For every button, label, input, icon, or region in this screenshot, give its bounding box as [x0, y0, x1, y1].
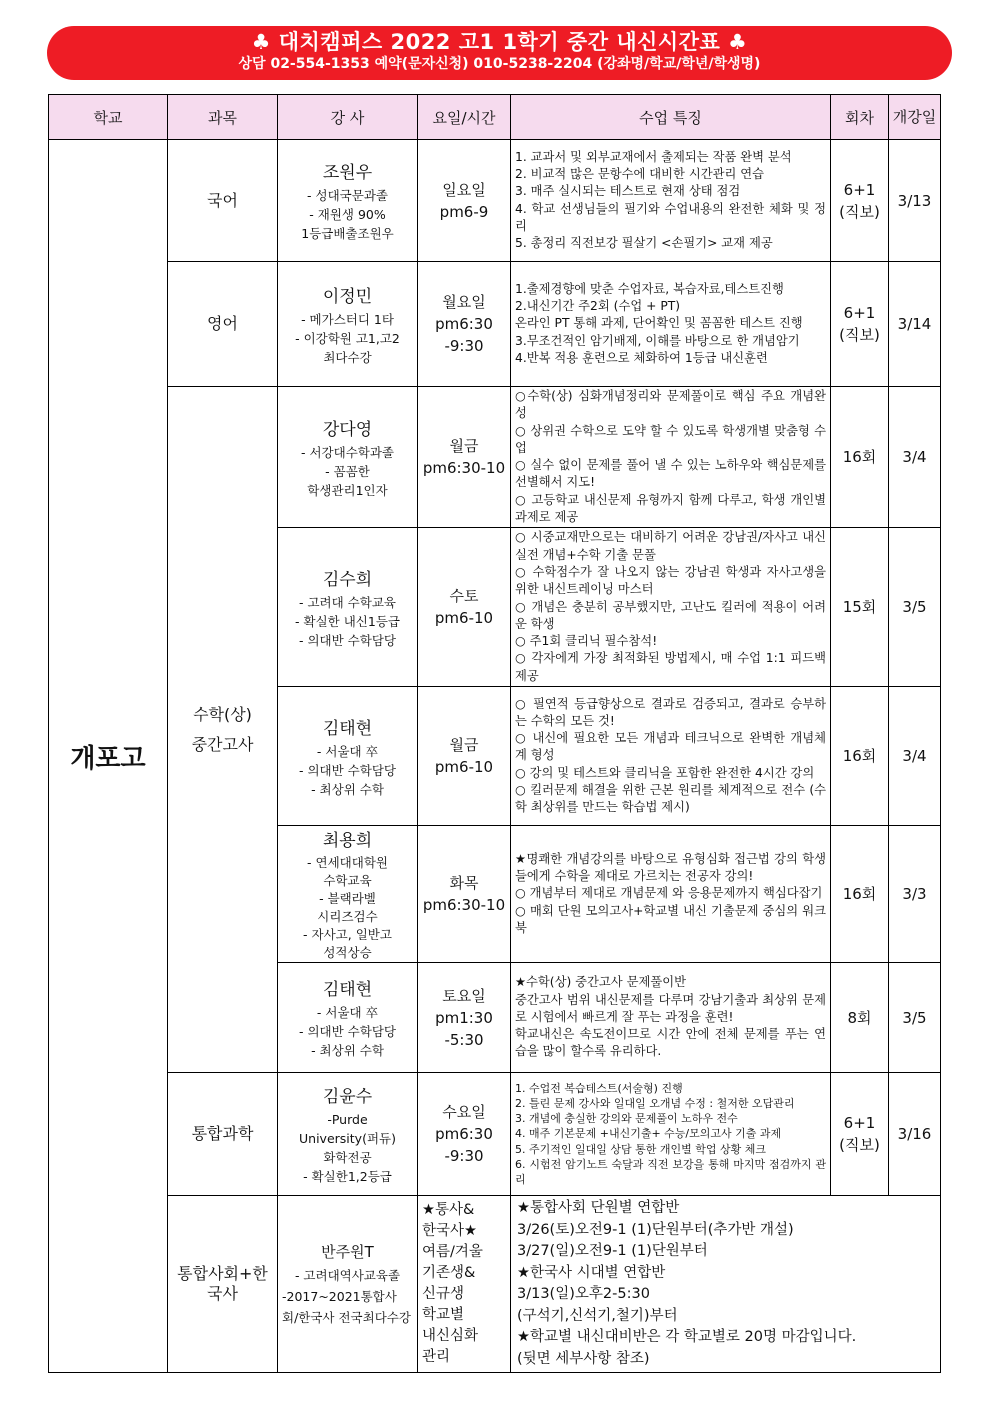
teacher-credential: 시리즈검수 [317, 909, 378, 925]
sessions-line: 6+1 [843, 304, 876, 322]
teacher-cell [278, 1073, 418, 1196]
feature-line: ○ 킬러문제 해결을 위한 근본 원리를 체계적으로 전수 (수학 최상위를 만드는 학습법 제시) [515, 782, 826, 815]
time-line: 월금 [449, 437, 479, 456]
time-line: pm6-9 [439, 202, 489, 221]
sessions-cell [831, 1073, 889, 1196]
teacher-cell [278, 826, 418, 963]
feature-line: ○ 필연적 등급향상으로 결과로 검증되고, 결과로 승부하는 수학의 모든 것! [515, 696, 826, 728]
time-line: -5:30 [444, 1030, 484, 1049]
start-date: 3/14 [889, 262, 941, 387]
time-cell [418, 262, 511, 387]
feature-line: ○ 각자에게 가장 최적화된 방법제시, 매 수업 1:1 피드백 제공 [515, 651, 826, 683]
table-row [49, 140, 941, 262]
feature-line: ○ 상위권 수학으로 도약 할 수 있도록 학생개별 맞춤형 수업 [515, 423, 826, 455]
time-line: -9:30 [444, 337, 484, 355]
time-line: 수토 [449, 587, 479, 606]
time-line: pm6:30 [435, 315, 493, 333]
time-line: 내신심화 [422, 1328, 479, 1345]
teacher-credential: - 서울대 卒 [316, 1005, 379, 1021]
subject-korean: 국어 [168, 140, 278, 262]
teacher-credential: - 고려대역사교육졸 [294, 1267, 401, 1283]
time-line: 일요일 [442, 180, 486, 199]
time-line: -9:30 [444, 1147, 484, 1166]
table-row [49, 387, 941, 528]
sessions-cell [831, 387, 889, 528]
header-time: 요일/시간 [418, 95, 511, 140]
sessions-line: 8회 [847, 1008, 872, 1027]
sessions-line: 16회 [842, 448, 877, 467]
teacher-name: 김태현 [322, 718, 373, 739]
time-line: pm6:30 [435, 1125, 493, 1144]
feature-line: (구석기,신석기,철기)부터 [517, 1307, 678, 1324]
feature-line: 2. 비교적 많은 문항수에 대비한 시간관리 연습 [515, 166, 765, 181]
schedule-table [48, 94, 941, 1373]
time-line: 한국사★ [422, 1223, 478, 1240]
feature-line: 3/13(일)오후2-5:30 [517, 1286, 650, 1303]
feature-line: 4.반복 적용 훈련으로 체화하여 1등급 내신훈련 [515, 350, 768, 365]
start-date: 3/3 [889, 826, 941, 963]
feature-line: 2. 틀린 문제 강사와 일대일 오개념 수정 : 철저한 오답관리 [515, 1097, 795, 1111]
feature-line: 온라인 PT 통해 과제, 단어확인 및 꼼꼼한 테스트 진행 [515, 316, 803, 331]
feature-line: ○ 개념부터 제대로 개념문제 와 응용문제까지 핵심다잡기 [515, 886, 823, 901]
features-cell [511, 826, 831, 963]
header-features: 수업 특징 [511, 95, 831, 140]
feature-line: 1.출제경향에 맞춘 수업자료, 복습자료,테스트진행 [515, 281, 784, 296]
teacher-credential: - 서울대 卒 [316, 743, 379, 759]
teacher-name: 김태현 [322, 980, 373, 1001]
time-cell [418, 528, 511, 687]
sessions-cell [831, 687, 889, 826]
features-cell [511, 963, 831, 1073]
banner-title: ♣ 대치캠퍼스 2022 고1 1학기 중간 내신시간표 ♣ [251, 30, 748, 54]
teacher-credential: 1등급배출조원우 [301, 226, 394, 241]
start-date: 3/4 [889, 387, 941, 528]
features-cell [511, 1196, 941, 1373]
teacher-name: 반주원T [321, 1242, 374, 1261]
features-cell [511, 528, 831, 687]
time-line: 신규생 [422, 1286, 465, 1303]
feature-line: 5. 총정리 직전보강 필살기 <손필기> 교재 제공 [515, 236, 773, 251]
start-date: 3/5 [889, 528, 941, 687]
subject-math-line1: 수학(상) [193, 704, 252, 724]
time-cell [418, 140, 511, 262]
teacher-credential: - 확실한1,2등급 [303, 1169, 392, 1185]
feature-line: ★한국사 시대별 연합반 [517, 1264, 666, 1281]
teacher-credential: 학생관리1인자 [307, 482, 388, 498]
feature-line: 1. 수업전 복습테스트(서술형) 진행 [515, 1081, 683, 1095]
time-line: 학교별 [422, 1307, 465, 1324]
teacher-credential: - 성대국문과졸 [307, 188, 388, 203]
time-line: pm6:30-10 [422, 459, 506, 478]
subject-english: 영어 [168, 262, 278, 387]
teacher-name: 김윤수 [322, 1087, 373, 1108]
sessions-cell [831, 262, 889, 387]
header-start: 개강일 [889, 95, 941, 140]
school-name: 개포고 [49, 140, 168, 1373]
header-teacher: 강 사 [278, 95, 418, 140]
subject-math [168, 387, 278, 1073]
teacher-credential: -Purde [327, 1112, 368, 1128]
feature-line: 4. 학교 선생님들의 필기와 수업내용의 완전한 체화 및 정리 [515, 201, 826, 233]
feature-line: ○ 고등학교 내신문제 유형까지 함께 다루고, 학생 개인별 과제로 제공 [515, 492, 826, 525]
time-line: 월금 [449, 736, 479, 755]
time-line: 월요일 [442, 293, 486, 311]
start-date: 3/16 [889, 1073, 941, 1196]
teacher-name: 이정민 [322, 286, 373, 307]
start-date: 3/5 [889, 963, 941, 1073]
teacher-name: 강다영 [322, 419, 373, 440]
feature-line: ○ 강의 및 테스트와 클리닉을 포함한 완전한 4시간 강의 [515, 765, 815, 780]
teacher-cell [278, 1196, 418, 1373]
feature-line: 3/26(토)오전9-1 (1)단원부터(추가반 개설) [517, 1221, 794, 1238]
teacher-cell [278, 140, 418, 262]
title-banner [47, 26, 952, 80]
subject-science: 통합과학 [168, 1073, 278, 1196]
time-line: 토요일 [442, 986, 486, 1005]
feature-line: 3.무조건적인 암기배제, 이해를 바탕으로 한 개념암기 [515, 333, 800, 348]
teacher-credential: - 재원생 90% [309, 207, 386, 222]
time-cell [418, 1073, 511, 1196]
banner-subtitle: 상담 02-554-1353 예약(문자신청) 010-5238-2204 (강좌명/학교/학년/학생명) [238, 56, 761, 72]
features-cell [511, 1073, 831, 1196]
table-row [49, 1073, 941, 1196]
feature-line: 학교내신은 속도전이므로 시간 안에 전체 문제를 푸는 연습을 많이 할수록 유리하다. [515, 1027, 826, 1059]
sessions-line: 6+1 [843, 180, 876, 199]
teacher-credential: - 블랙라벨 [319, 891, 376, 907]
teacher-credential: - 최상위 수학 [311, 781, 384, 797]
subject-social: 통합사회+한국사 [168, 1196, 278, 1373]
teacher-cell [278, 262, 418, 387]
sessions-line: 15회 [842, 598, 877, 617]
teacher-name: 조원우 [322, 163, 373, 183]
feature-line: ○ 실수 없이 문제를 풀어 낼 수 있는 노하우와 핵심문제를 선별해서 지도! [515, 458, 826, 490]
feature-line: 6. 시험전 암기노트 숙달과 직전 보강을 통해 마지막 점검까지 관리 [515, 1157, 826, 1187]
sessions-cell [831, 963, 889, 1073]
time-cell [418, 387, 511, 528]
teacher-credential: - 연세대대학원 [307, 855, 388, 871]
features-cell [511, 387, 831, 528]
teacher-name: 김수희 [322, 569, 373, 590]
feature-line: ★명쾌한 개념강의를 바탕으로 유형심화 접근법 강의 학생들에게 수학을 제대로 가르치는 전공자 강의! [515, 851, 826, 884]
teacher-credential: - 의대반 수학담당 [299, 762, 396, 778]
sessions-line: 16회 [842, 885, 877, 904]
teacher-credential: - 메가스터디 1타 [301, 311, 394, 327]
feature-line: ★통합사회 단원별 연합반 [517, 1200, 680, 1217]
teacher-cell [278, 528, 418, 687]
header-subject: 과목 [168, 95, 278, 140]
start-date: 3/13 [889, 140, 941, 262]
feature-line: 2.내신기간 주2회 (수업 + PT) [515, 299, 681, 314]
teacher-credential: 최다수강 [323, 349, 372, 365]
teacher-credential: - 의대반 수학담당 [299, 1024, 396, 1040]
time-cell [418, 1196, 511, 1373]
sessions-cell [831, 826, 889, 963]
subject-math-line2: 중간고사 [191, 734, 254, 754]
teacher-credential: - 서강대수학과졸 [300, 444, 394, 460]
feature-line: 5. 주기적인 일대일 상담 통한 개인별 학업 상황 체크 [515, 1142, 766, 1156]
feature-line: 3. 매주 실시되는 테스트로 현재 상태 점검 [515, 184, 741, 199]
feature-line: (뒷면 세부사항 참조) [517, 1350, 650, 1367]
time-line: pm6:30-10 [422, 896, 506, 915]
feature-line: 4. 매주 기본문제 +내신기출+ 수능/모의고사 기출 과제 [515, 1127, 782, 1141]
feature-line: 3. 개념에 충실한 강의와 문제풀이 노하우 전수 [515, 1112, 738, 1126]
teacher-credential: 성적상승 [323, 945, 372, 961]
time-line: 화목 [449, 874, 479, 893]
teacher-credential: 화학전공 [323, 1150, 372, 1166]
time-line: pm6-10 [434, 609, 494, 628]
header-school: 학교 [49, 95, 168, 140]
feature-line: ★학교별 내신대비반은 각 학교별로 20명 마감입니다. [517, 1329, 857, 1346]
feature-line: ○ 시중교재만으로는 대비하기 어려운 강남권/자사고 내신실전 개념+수학 기출 문풀 [515, 530, 826, 562]
time-line: 여름/겨울 [422, 1244, 483, 1261]
feature-line: 3/27(일)오전9-1 (1)단원부터 [517, 1243, 708, 1260]
teacher-credential: -2017~2021통합사회/한국사 전국최다수강 [282, 1288, 411, 1325]
teacher-credential: - 확실한 내신1등급 [295, 613, 400, 629]
features-cell [511, 687, 831, 826]
time-line: 수요일 [442, 1103, 486, 1122]
time-line: pm1:30 [435, 1008, 493, 1027]
teacher-credential: 수학교육 [323, 873, 372, 889]
teacher-credential: - 꼼꼼한 [325, 463, 370, 479]
time-cell [418, 963, 511, 1073]
sessions-line: (직보) [839, 1136, 880, 1155]
teacher-credential: University(퍼듀) [299, 1131, 396, 1147]
time-line: 관리 [422, 1349, 451, 1366]
time-line: 기존생& [422, 1265, 476, 1282]
header-sessions: 회차 [831, 95, 889, 140]
teacher-credential: - 이강학원 고1,고2 [295, 330, 400, 346]
features-cell [511, 140, 831, 262]
teacher-credential: - 의대반 수학담당 [299, 632, 396, 648]
start-date: 3/4 [889, 687, 941, 826]
time-cell [418, 826, 511, 963]
teacher-cell [278, 963, 418, 1073]
teacher-cell [278, 687, 418, 826]
table-row [49, 1196, 941, 1373]
teacher-credential: - 자사고, 일반고 [303, 927, 392, 943]
sessions-line: 16회 [842, 747, 877, 766]
feature-line: 1. 교과서 및 외부교재에서 출제되는 작품 완벽 분석 [515, 149, 792, 164]
header-row [49, 95, 941, 140]
time-cell [418, 687, 511, 826]
time-line: pm6-10 [434, 758, 494, 777]
teacher-credential: - 최상위 수학 [311, 1043, 384, 1059]
features-cell [511, 262, 831, 387]
feature-line: ○ 매회 단원 모의고사+학교별 내신 기출문제 중심의 워크북 [515, 903, 826, 935]
teacher-name: 최용희 [322, 831, 373, 852]
sessions-line: (직보) [839, 326, 880, 344]
teacher-cell [278, 387, 418, 528]
teacher-credential: - 고려대 수학교육 [299, 594, 396, 610]
feature-line: 중간고사 범위 내신문제를 다루며 강남기출과 최상위 문제로 시험에서 빠르게 잘 푸는 과정을 훈련! [515, 992, 826, 1024]
sessions-line: 6+1 [843, 1114, 876, 1133]
feature-line: ○ 수학점수가 잘 나오지 않는 강남권 학생과 자사고생을 위한 내신트레이닝 마스터 [515, 564, 826, 597]
feature-line: ○ 내신에 필요한 모든 개념과 테크닉으로 완벽한 개념체계 형성 [515, 731, 826, 763]
sessions-cell [831, 140, 889, 262]
sessions-line: (직보) [839, 202, 880, 221]
feature-line: ★수학(상) 중간고사 문제풀이반 [515, 975, 686, 990]
table-row [49, 262, 941, 387]
feature-line: ○ 주1회 클리닉 필수참석! [515, 634, 658, 649]
feature-line: ○ 개념은 충분히 공부했지만, 고난도 킬러에 적용이 어려운 학생 [515, 599, 826, 631]
sessions-cell [831, 528, 889, 687]
time-line: ★통사& [422, 1202, 475, 1219]
feature-line: ○수학(상) 심화개념정리와 문제풀이로 핵심 주요 개념완성 [515, 389, 826, 421]
